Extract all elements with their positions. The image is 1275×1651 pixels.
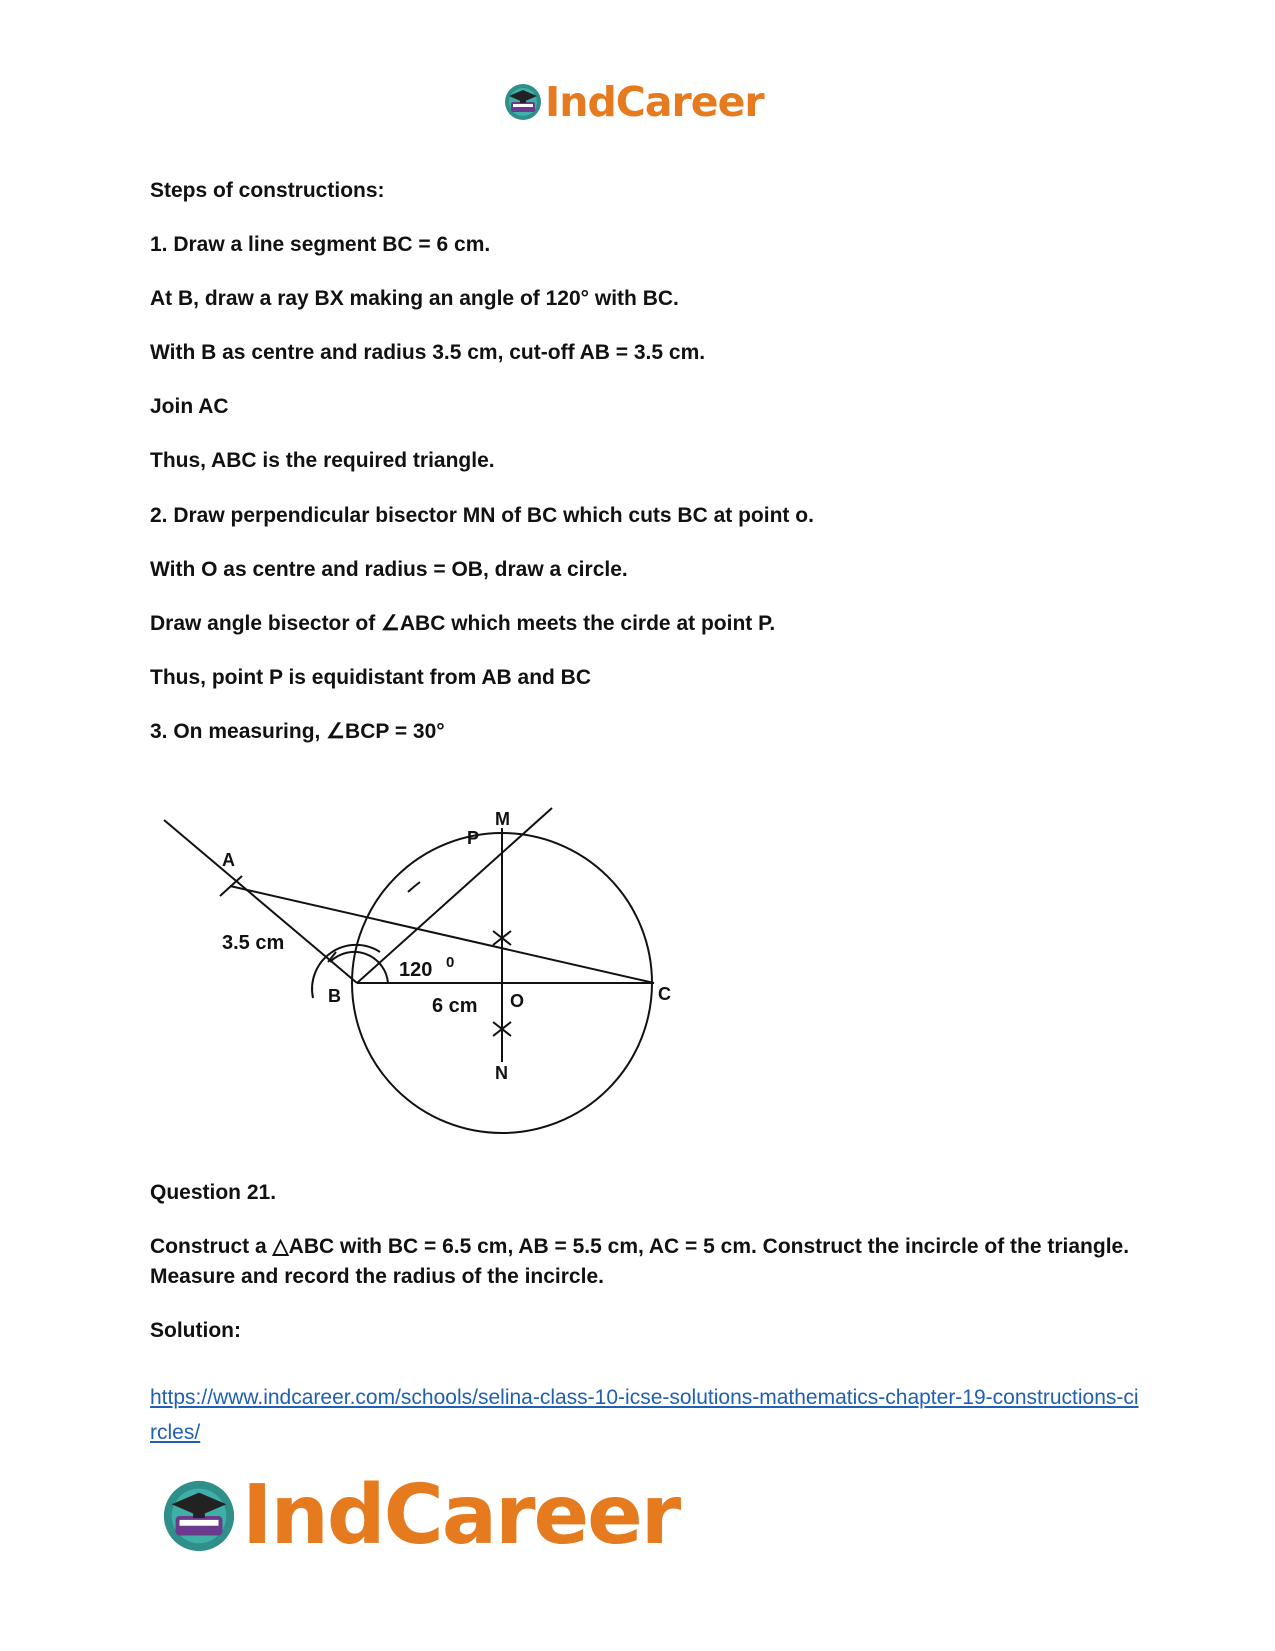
step-text: Thus, ABC is the required triangle. — [150, 449, 495, 472]
step-text: 3. On measuring, ∠BCP = 30° — [150, 720, 445, 743]
solution-link[interactable]: https://www.indcareer.com/schools/selina-class-10-icse-solutions-mathematics-chapter-19-constructions-circles/ — [150, 1386, 1139, 1444]
construction-diagram — [150, 800, 690, 1170]
indcareer-logo-bottom — [160, 1468, 679, 1563]
step-text: 1. Draw a line segment BC = 6 cm. — [150, 233, 491, 256]
logo-wordmark: IndCareer — [242, 1468, 680, 1563]
label-degree: 0 — [446, 954, 455, 971]
label-m: M — [495, 809, 510, 829]
step-text: Join AC — [150, 395, 229, 418]
question-text: Construct a △ABC with BC = 6.5 cm, AB = 5.5 cm, AC = 5 cm. Construct the incircle of the triangle. Measure and record the radius of the incircle. — [150, 1235, 1130, 1288]
logo-wordmark: IndCareer — [545, 78, 764, 126]
steps-heading: Steps of constructions: — [150, 179, 385, 202]
label-c: C — [658, 984, 671, 1004]
label-bc-length: 6 cm — [432, 995, 478, 1017]
solution-label: Solution: — [150, 1319, 241, 1342]
step-text: With B as centre and radius 3.5 cm, cut-off AB = 3.5 cm. — [150, 341, 706, 364]
graduation-cap-book-icon — [160, 1477, 238, 1555]
step-text: With O as centre and radius = OB, draw a circle. — [150, 558, 628, 581]
label-n: N — [495, 1063, 508, 1083]
arc-top — [408, 882, 420, 892]
step-text: 2. Draw perpendicular bisector MN of BC which cuts BC at point o. — [150, 504, 814, 527]
angle-bisector — [357, 808, 552, 983]
step-text: Thus, point P is equidistant from AB and BC — [150, 666, 592, 689]
label-angle: 120 — [399, 959, 433, 981]
step-text: At B, draw a ray BX making an angle of 120° with BC. — [150, 287, 679, 310]
label-p: P — [467, 828, 480, 848]
segment-ac — [230, 886, 654, 983]
label-ab-length: 3.5 cm — [222, 932, 285, 954]
graduation-cap-book-icon — [503, 82, 543, 122]
label-a: A — [222, 850, 235, 870]
label-b: B — [328, 986, 341, 1006]
ray-bx — [164, 820, 357, 983]
question-title: Question 21. — [150, 1181, 277, 1204]
step-text: Draw angle bisector of ∠ABC which meets the cirde at point P. — [150, 612, 776, 635]
construction-figure — [150, 800, 690, 1175]
indcareer-logo-top — [503, 78, 764, 126]
label-o: O — [510, 991, 525, 1011]
